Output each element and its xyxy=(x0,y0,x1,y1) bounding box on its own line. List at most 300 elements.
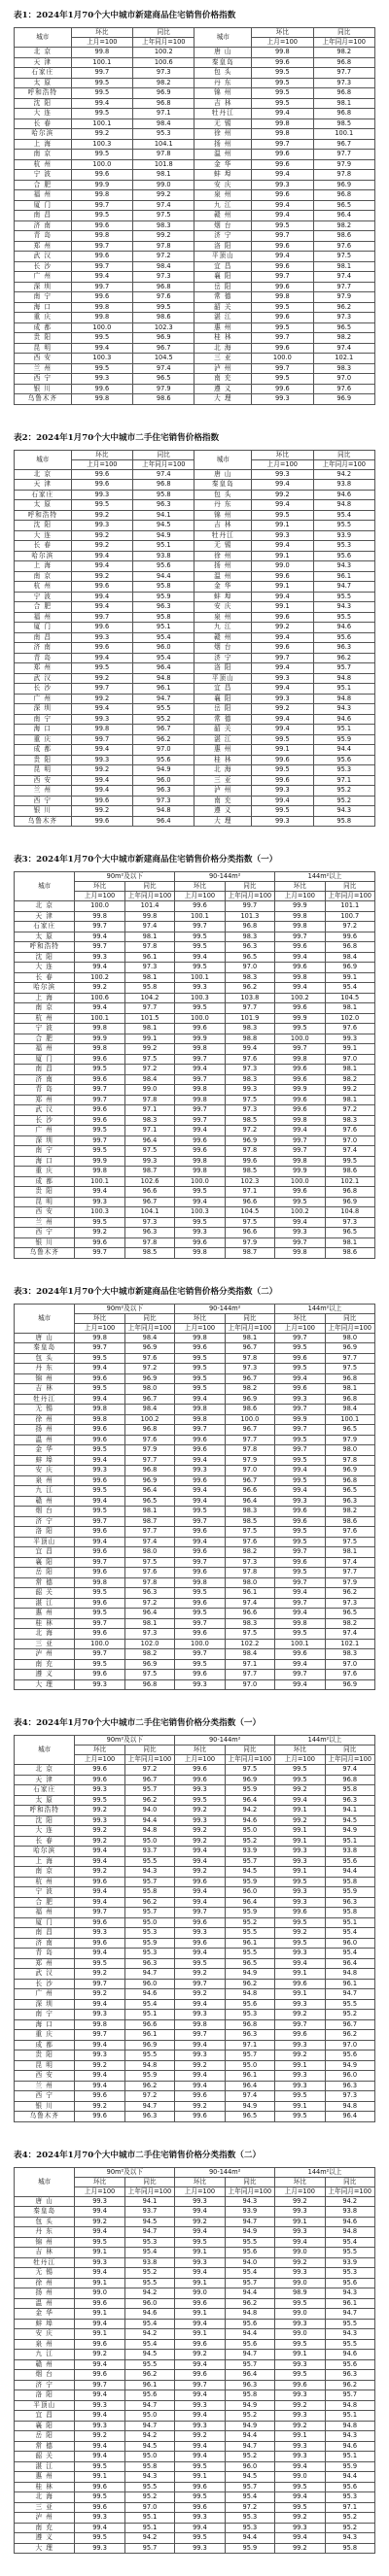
index-cell: 99.7 xyxy=(175,1516,225,1527)
index-cell: 96.3 xyxy=(133,786,194,797)
index-cell: 96.0 xyxy=(225,2461,274,2472)
index-cell: 99.4 xyxy=(175,1856,225,1867)
city-cell: 扬 州 xyxy=(194,561,252,572)
header-mom-base: 上月=100 xyxy=(175,1323,225,1333)
index-cell: 99.6 xyxy=(275,1105,325,1116)
city-cell: 杭 州 xyxy=(15,1013,75,1024)
index-cell: 99.3 xyxy=(75,2257,124,2268)
index-cell: 99.4 xyxy=(75,1537,124,1547)
index-cell: 99.8 xyxy=(175,2019,225,2030)
table-row xyxy=(15,901,375,912)
table-row xyxy=(15,490,375,500)
index-cell: 99.8 xyxy=(275,911,325,922)
header-row xyxy=(15,2167,375,2177)
table-row xyxy=(15,2227,375,2238)
table-row xyxy=(15,1475,375,1486)
index-cell: 99.3 xyxy=(252,673,313,684)
index-cell: 102.3 xyxy=(133,322,194,333)
index-cell: 99.2 xyxy=(325,1085,374,1096)
city-cell: 兰 州 xyxy=(15,2081,75,2091)
city-cell: 青 岛 xyxy=(15,231,72,242)
city-cell: 桂 林 xyxy=(15,1618,75,1629)
index-cell: 101.1 xyxy=(325,901,374,912)
city-cell: 北 海 xyxy=(15,1629,75,1640)
index-cell: 99.3 xyxy=(275,2227,325,2238)
index-cell: 96.5 xyxy=(225,2112,274,2122)
table-row xyxy=(15,2421,375,2431)
table-row xyxy=(15,1557,375,1568)
table-row xyxy=(15,2523,375,2533)
index-cell: 95.8 xyxy=(133,612,194,623)
index-cell: 96.9 xyxy=(133,88,194,99)
index-cell: 99.6 xyxy=(275,2380,325,2390)
index-cell: 99.0 xyxy=(252,561,313,572)
index-cell: 96.1 xyxy=(124,2030,174,2041)
index-cell: 99.7 xyxy=(75,1618,124,1629)
index-cell: 99.3 xyxy=(124,1156,174,1167)
index-cell: 94.3 xyxy=(325,2329,374,2340)
header-yoy-base: 上年同月=100 xyxy=(225,2186,274,2196)
index-cell: 95.1 xyxy=(124,2513,174,2524)
index-cell: 99.3 xyxy=(252,530,313,541)
index-cell: 99.6 xyxy=(75,2298,124,2309)
city-cell: 南 昌 xyxy=(15,1065,75,1075)
city-cell: 泸 州 xyxy=(194,363,252,374)
city-cell: 海 口 xyxy=(15,725,72,735)
index-cell: 99.4 xyxy=(252,541,313,552)
index-cell: 103.8 xyxy=(225,993,274,1003)
index-cell: 96.3 xyxy=(325,2081,374,2091)
index-cell: 99.1 xyxy=(275,2350,325,2360)
index-cell: 99.6 xyxy=(175,1938,225,1949)
city-cell: 上 海 xyxy=(15,1856,75,1867)
index-cell: 99.4 xyxy=(75,2207,124,2218)
index-cell: 99.6 xyxy=(71,582,132,593)
index-cell: 99.8 xyxy=(75,911,124,922)
index-cell: 99.4 xyxy=(252,480,313,491)
table-row xyxy=(15,1003,375,1014)
index-cell: 99.3 xyxy=(75,1815,124,1826)
index-cell: 99.6 xyxy=(275,1979,325,1989)
table-row xyxy=(15,1639,375,1649)
index-cell: 95.9 xyxy=(225,1785,274,1796)
index-cell: 99.7 xyxy=(71,734,132,745)
city-cell: 上 海 xyxy=(15,561,72,572)
table-row xyxy=(15,2071,375,2082)
index-cell: 99.3 xyxy=(75,1197,124,1207)
city-cell: 西 宁 xyxy=(15,374,72,385)
index-cell: 102.1 xyxy=(325,1639,374,1649)
index-cell: 99.6 xyxy=(275,1187,325,1198)
table-row xyxy=(15,643,375,654)
index-cell: 99.9 xyxy=(275,1085,325,1096)
city-cell: 长 春 xyxy=(15,119,72,129)
index-cell: 99.5 xyxy=(325,1156,374,1167)
index-cell: 99.7 xyxy=(275,1577,325,1588)
index-cell: 99.3 xyxy=(75,1679,124,1690)
index-cell: 95.5 xyxy=(124,2359,174,2370)
index-cell: 99.2 xyxy=(133,231,194,242)
index-cell: 99.6 xyxy=(252,190,313,201)
index-cell: 97.1 xyxy=(313,775,374,786)
index-cell: 99.4 xyxy=(71,551,132,561)
city-cell: 襄 阳 xyxy=(15,2421,75,2431)
index-cell: 94.5 xyxy=(325,1815,374,1826)
index-cell: 96.4 xyxy=(124,1135,174,1146)
index-cell: 99.9 xyxy=(71,180,132,190)
header-mom-base: 上月=100 xyxy=(75,892,124,901)
header-mom: 环比 xyxy=(75,1313,124,1323)
index-cell: 97.4 xyxy=(325,1146,374,1157)
index-cell: 99.8 xyxy=(252,129,313,140)
index-cell: 94.1 xyxy=(124,2196,174,2207)
city-cell: 三 亚 xyxy=(194,775,252,786)
index-cell: 99.2 xyxy=(124,1044,174,1055)
table-row xyxy=(15,1877,375,1887)
index-cell: 99.5 xyxy=(75,1065,124,1075)
index-cell: 100.1 xyxy=(75,1013,124,1024)
index-cell: 95.3 xyxy=(313,541,374,552)
index-cell: 99.7 xyxy=(175,1908,225,1918)
index-cell: 95.8 xyxy=(325,1785,374,1796)
header-mom: 环比 xyxy=(275,2177,325,2186)
index-cell: 99.6 xyxy=(175,2370,225,2381)
index-cell: 96.5 xyxy=(325,1425,374,1436)
index-cell: 99.6 xyxy=(175,2482,225,2492)
index-cell: 94.2 xyxy=(325,2196,374,2207)
index-cell: 99.7 xyxy=(252,333,313,344)
index-cell: 99.8 xyxy=(275,972,325,983)
index-cell: 95.6 xyxy=(313,755,374,765)
index-cell: 95.5 xyxy=(124,2278,174,2288)
index-cell: 95.2 xyxy=(325,2010,374,2020)
city-cell: 南 宁 xyxy=(15,292,72,303)
index-cell: 99.5 xyxy=(175,932,225,942)
index-cell: 98.6 xyxy=(325,1248,374,1259)
index-cell: 95.2 xyxy=(325,2523,374,2533)
city-cell: 湛 江 xyxy=(15,2461,75,2472)
index-cell: 99.7 xyxy=(175,1115,225,1126)
index-cell: 98.3 xyxy=(225,1507,274,1517)
table-row xyxy=(15,2533,375,2544)
index-cell: 99.4 xyxy=(175,2227,225,2238)
index-cell: 98.6 xyxy=(133,394,194,405)
table-row xyxy=(15,129,375,140)
city-cell: 济 宁 xyxy=(15,2380,75,2390)
index-cell: 98.4 xyxy=(124,1074,174,1085)
index-cell: 94.8 xyxy=(313,673,374,684)
city-cell: 北 海 xyxy=(194,765,252,776)
index-cell: 94.8 xyxy=(133,806,194,817)
table-row xyxy=(15,1034,375,1044)
index-cell: 93.9 xyxy=(225,2207,274,2218)
index-cell: 95.6 xyxy=(325,2359,374,2370)
table-row xyxy=(15,2081,375,2091)
index-cell: 97.8 xyxy=(325,1455,374,1466)
index-cell: 96.1 xyxy=(133,684,194,695)
table-row xyxy=(15,1826,375,1837)
index-cell: 101.4 xyxy=(124,901,174,912)
table-row xyxy=(15,2101,375,2112)
index-cell: 99.5 xyxy=(275,1917,325,1928)
city-cell: 武 汉 xyxy=(15,673,72,684)
city-cell: 惠 州 xyxy=(194,745,252,756)
index-cell: 99.4 xyxy=(175,2071,225,2082)
index-cell: 99.9 xyxy=(175,1034,225,1044)
index-cell: 97.5 xyxy=(225,1527,274,1538)
index-cell: 99.6 xyxy=(275,1557,325,1568)
header-city: 城市 xyxy=(15,28,72,48)
index-cell: 94.6 xyxy=(313,714,374,725)
index-cell: 96.2 xyxy=(124,1795,174,1806)
index-cell: 99.7 xyxy=(275,1237,325,1248)
table-row xyxy=(15,384,375,394)
table-row xyxy=(15,2319,375,2329)
header-mom: 环比 xyxy=(75,882,124,892)
city-cell: 深 圳 xyxy=(15,704,72,715)
index-cell: 97.1 xyxy=(225,1659,274,1670)
index-cell: 99.5 xyxy=(175,1353,225,1364)
city-cell: 济 宁 xyxy=(15,1516,75,1527)
index-cell: 94.1 xyxy=(133,510,194,521)
index-cell: 99.5 xyxy=(75,1609,124,1619)
index-cell: 98.0 xyxy=(325,1445,374,1456)
index-cell: 100.2 xyxy=(275,993,325,1003)
table-row xyxy=(15,2441,375,2452)
table-row xyxy=(15,2502,375,2513)
index-cell: 94.3 xyxy=(325,2533,374,2544)
index-cell: 96.8 xyxy=(124,1425,174,1436)
city-cell: 襄 阳 xyxy=(15,1557,75,1568)
table-row xyxy=(15,2370,375,2381)
index-cell: 99.7 xyxy=(252,653,313,663)
index-cell: 99.8 xyxy=(275,1115,325,1126)
header-yoy: 同比 xyxy=(325,2177,374,2186)
index-cell: 94.7 xyxy=(325,1989,374,2000)
header-row xyxy=(15,450,375,459)
city-cell: 常 德 xyxy=(194,714,252,725)
index-cell: 99.7 xyxy=(275,1547,325,1558)
index-cell: 96.5 xyxy=(124,1496,174,1507)
index-cell: 95.8 xyxy=(124,2461,174,2472)
city-cell: 上 海 xyxy=(15,139,72,150)
index-cell: 99.4 xyxy=(75,1455,124,1466)
index-cell: 96.7 xyxy=(225,1343,274,1354)
index-cell: 99.4 xyxy=(275,1609,325,1619)
index-cell: 96.8 xyxy=(313,109,374,119)
index-cell: 99.3 xyxy=(175,2400,225,2411)
index-cell: 99.7 xyxy=(75,1343,124,1354)
index-cell: 97.9 xyxy=(124,1445,174,1456)
index-cell: 96.2 xyxy=(225,2298,274,2309)
index-cell: 99.4 xyxy=(71,786,132,797)
city-cell: 昆 明 xyxy=(15,2060,75,2071)
index-cell: 99.4 xyxy=(71,602,132,613)
index-cell: 99.5 xyxy=(75,1507,124,1517)
index-cell: 96.2 xyxy=(313,302,374,313)
index-cell: 96.2 xyxy=(325,2030,374,2041)
city-cell: 长 沙 xyxy=(15,261,72,272)
index-cell: 96.8 xyxy=(225,2019,274,2030)
index-cell: 99.2 xyxy=(75,1228,124,1238)
index-cell: 101.3 xyxy=(225,911,274,922)
city-cell: 石家庄 xyxy=(15,1785,75,1796)
index-cell: 99.3 xyxy=(175,2257,225,2268)
index-cell: 99.5 xyxy=(252,322,313,333)
index-cell: 99.6 xyxy=(252,571,313,582)
index-cell: 95.9 xyxy=(325,1887,374,1898)
city-cell: 大 连 xyxy=(15,963,75,973)
index-cell: 96.5 xyxy=(313,200,374,211)
table-row xyxy=(15,510,375,521)
city-cell: 北 京 xyxy=(15,901,75,912)
city-cell: 泸 州 xyxy=(194,786,252,797)
index-cell: 102.0 xyxy=(124,1639,174,1649)
index-cell: 95.6 xyxy=(325,1856,374,1867)
index-cell: 98.5 xyxy=(313,119,374,129)
index-cell: 99.3 xyxy=(75,2196,124,2207)
index-cell: 99.4 xyxy=(275,2533,325,2544)
index-cell: 100.1 xyxy=(175,911,225,922)
index-cell: 94.1 xyxy=(325,1806,374,1816)
price-index-table xyxy=(14,1304,375,1691)
index-cell: 95.3 xyxy=(124,1928,174,1939)
index-cell: 95.2 xyxy=(313,796,374,806)
index-cell: 94.4 xyxy=(124,1815,174,1826)
city-cell: 合 肥 xyxy=(15,1034,75,1044)
header-city: 城市 xyxy=(194,28,252,48)
index-cell: 99.5 xyxy=(71,78,132,88)
table-row xyxy=(15,261,375,272)
index-cell: 99.3 xyxy=(275,1856,325,1867)
table-row xyxy=(15,2461,375,2472)
index-cell: 99.1 xyxy=(275,1867,325,1878)
index-cell: 99.4 xyxy=(252,632,313,643)
index-cell: 99.3 xyxy=(71,714,132,725)
index-cell: 99.2 xyxy=(275,2010,325,2020)
index-cell: 98.0 xyxy=(124,1384,174,1395)
table-row xyxy=(15,2060,375,2071)
index-cell: 99.4 xyxy=(71,592,132,602)
index-cell: 97.3 xyxy=(313,313,374,323)
index-cell: 99.4 xyxy=(75,1187,124,1198)
price-index-table xyxy=(14,871,375,1259)
table-row xyxy=(15,343,375,354)
index-cell: 99.2 xyxy=(275,1815,325,1826)
index-cell: 97.1 xyxy=(225,1187,274,1198)
city-cell: 金 华 xyxy=(15,2309,75,2320)
city-cell: 宜 昌 xyxy=(194,684,252,695)
index-cell: 99.6 xyxy=(75,2091,124,2102)
index-cell: 99.3 xyxy=(252,469,313,480)
index-cell: 95.0 xyxy=(225,1826,274,1837)
header-mom: 环比 xyxy=(75,1746,124,1755)
index-cell: 99.5 xyxy=(175,1795,225,1806)
table-row xyxy=(15,2411,375,2422)
city-cell: 唐 山 xyxy=(194,469,252,480)
index-cell: 99.5 xyxy=(175,1507,225,1517)
index-cell: 99.2 xyxy=(275,2513,325,2524)
city-cell: 福 州 xyxy=(15,612,72,623)
table-row xyxy=(15,2431,375,2442)
index-cell: 99.4 xyxy=(275,1958,325,1969)
index-cell: 99.3 xyxy=(71,490,132,500)
index-cell: 100.1 xyxy=(275,1639,325,1649)
index-cell: 95.8 xyxy=(325,2543,374,2554)
index-cell: 95.2 xyxy=(225,1917,274,1928)
index-cell: 99.5 xyxy=(75,1486,124,1497)
index-cell: 96.2 xyxy=(124,2370,174,2381)
header-yoy: 同比 xyxy=(133,28,194,38)
index-cell: 95.3 xyxy=(225,2513,274,2524)
header-yoy: 同比 xyxy=(124,1313,174,1323)
index-cell: 99.5 xyxy=(75,1353,124,1364)
city-cell: 丹 东 xyxy=(15,2227,75,2238)
city-cell: 平顶山 xyxy=(194,252,252,262)
index-cell: 95.6 xyxy=(313,551,374,561)
index-cell: 97.3 xyxy=(124,1217,174,1228)
index-cell: 97.0 xyxy=(325,2040,374,2051)
city-cell: 厦 门 xyxy=(15,1054,75,1065)
table-section xyxy=(14,10,375,405)
city-cell: 厦 门 xyxy=(15,1917,75,1928)
index-cell: 100.6 xyxy=(75,993,124,1003)
index-cell: 94.6 xyxy=(325,2441,374,2452)
city-cell: 银 川 xyxy=(15,2101,75,2112)
index-cell: 99.7 xyxy=(275,1670,325,1680)
table-row xyxy=(15,1775,375,1785)
index-cell: 99.2 xyxy=(175,1806,225,1816)
index-cell: 99.1 xyxy=(175,2309,225,2320)
index-cell: 97.7 xyxy=(225,1003,274,1014)
index-cell: 99.3 xyxy=(275,1897,325,1908)
index-cell: 95.5 xyxy=(325,1999,374,2010)
city-cell: 呼和浩特 xyxy=(15,510,72,521)
index-cell: 99.6 xyxy=(252,159,313,170)
index-cell: 99.5 xyxy=(175,1364,225,1374)
city-cell: 金 华 xyxy=(15,1445,75,1456)
index-cell: 97.5 xyxy=(225,1765,274,1776)
city-cell: 牡丹江 xyxy=(194,109,252,119)
header-size-group: 144m²以上 xyxy=(275,1304,375,1313)
index-cell: 94.7 xyxy=(325,2309,374,2320)
index-cell: 96.9 xyxy=(124,1659,174,1670)
index-cell: 96.8 xyxy=(124,1466,174,1476)
city-cell: 长 春 xyxy=(15,972,75,983)
index-cell: 99.1 xyxy=(75,2472,124,2483)
table-row xyxy=(15,68,375,79)
index-cell: 99.6 xyxy=(175,1629,225,1640)
city-cell: 平顶山 xyxy=(15,1537,75,1547)
index-cell: 100.2 xyxy=(133,48,194,58)
city-cell: 包 头 xyxy=(15,2217,75,2227)
index-cell: 97.0 xyxy=(325,1054,374,1065)
index-cell: 99.7 xyxy=(275,1146,325,1157)
table-row xyxy=(15,2472,375,2483)
index-cell: 98.1 xyxy=(325,1095,374,1105)
index-cell: 99.3 xyxy=(252,816,313,827)
index-cell: 95.2 xyxy=(225,1836,274,1847)
index-cell: 96.6 xyxy=(225,1609,274,1619)
city-cell: 沈 阳 xyxy=(15,1815,75,1826)
index-cell: 99.4 xyxy=(275,1486,325,1497)
index-cell: 99.4 xyxy=(175,2319,225,2329)
section-spacer xyxy=(14,2122,375,2150)
index-cell: 96.1 xyxy=(225,2071,274,2082)
index-cell: 99.4 xyxy=(71,98,132,109)
index-cell: 100.0 xyxy=(175,1013,225,1024)
index-cell: 97.7 xyxy=(225,1670,274,1680)
